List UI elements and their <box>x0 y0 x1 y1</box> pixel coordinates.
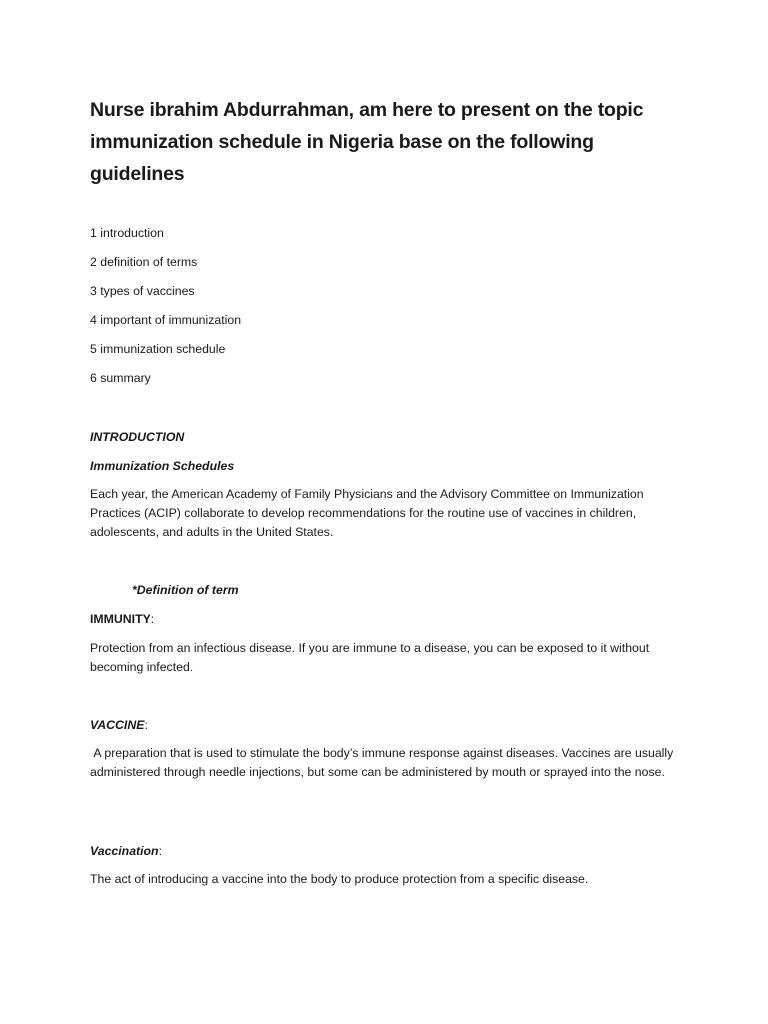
outline-item: 4 important of immunization <box>90 313 242 327</box>
outline-item: 1 introduction <box>90 226 164 240</box>
outline-item: 6 summary <box>90 371 151 385</box>
document-page <box>90 94 690 886</box>
term-label: Vaccination <box>90 844 159 858</box>
term-vaccination <box>90 844 162 858</box>
term-vaccine <box>90 718 148 732</box>
term-colon: : <box>150 612 155 626</box>
term-label: IMMUNITY <box>90 612 151 626</box>
outline-item: 2 definition of terms <box>90 255 198 269</box>
term-colon: : <box>144 718 148 732</box>
definition-vaccination: The act of introducing a vaccine into the body to produce protection from a specific disease. <box>90 872 589 886</box>
term-immunity <box>90 612 154 626</box>
introduction-paragraph: Each year, the American Academy of Family Physicians and the Advisory Committee on Immunization Practices (ACIP) collaborate to develop recommendations for the routine use of vaccines in children, adolescents, and adults in the United States. <box>90 487 644 539</box>
outline-item: 5 immunization schedule <box>90 342 226 356</box>
introduction-heading: INTRODUCTION <box>90 430 185 444</box>
outline-list <box>90 226 241 400</box>
definition-vaccine: A preparation that is used to stimulate the body’s immune response against diseases. Vaccines are usually administered through needle injections, but some can be administered by mouth or sprayed into the nose. <box>90 746 677 779</box>
immunization-schedules-heading: Immunization Schedules <box>90 459 235 473</box>
term-colon: : <box>158 844 162 858</box>
definition-heading: *Definition of term <box>132 583 239 597</box>
definition-immunity: Protection from an infectious disease. If you are immune to a disease, you can be exposed to it without becoming infected. <box>90 641 650 674</box>
outline-item: 3 types of vaccines <box>90 284 195 298</box>
term-label: VACCINE <box>90 718 145 732</box>
document-title: Nurse ibrahim Abdurrahman, am here to present on the topic immunization schedule in Nigeria base on the following guidelines <box>90 99 644 185</box>
